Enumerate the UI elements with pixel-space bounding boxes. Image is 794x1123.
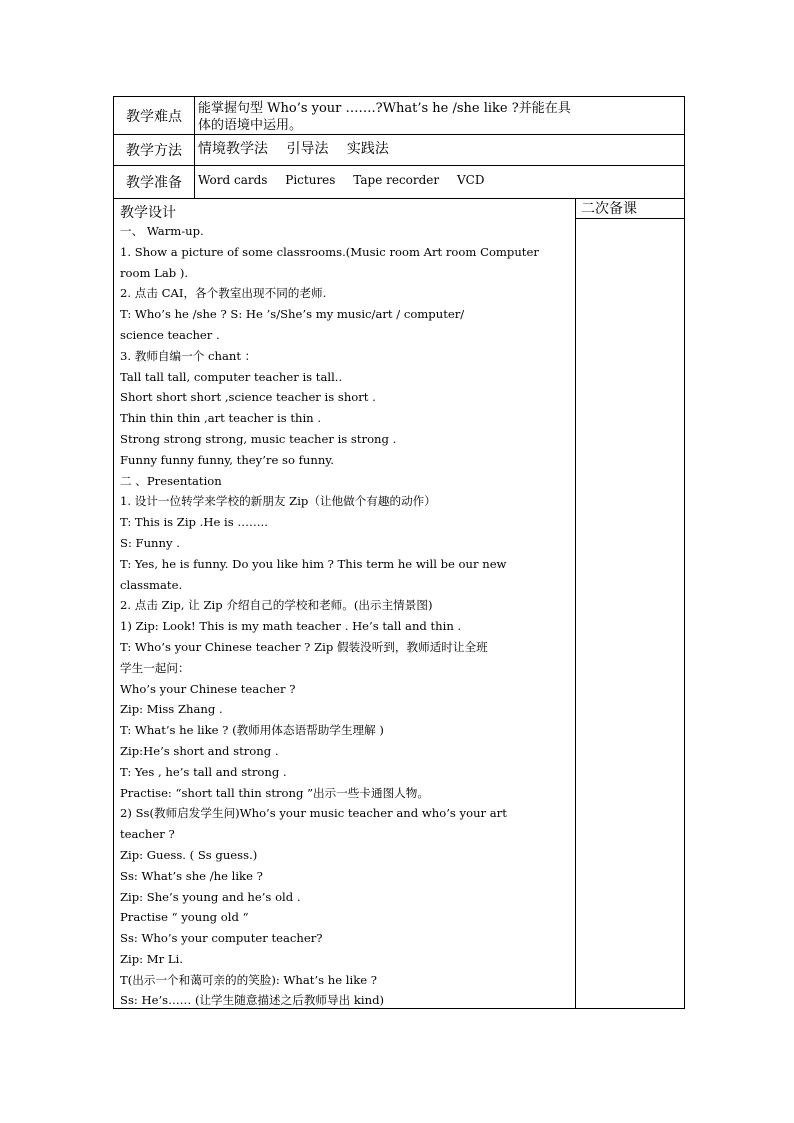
prep-item: VCD [456, 173, 485, 187]
design-line: 2. 点击 CAI，各个教室出现不同的老师. [120, 286, 327, 301]
design-line: science teacher . [120, 327, 220, 342]
design-line: Zip: Guess. ( Ss guess.) [120, 847, 258, 862]
label-teaching-preparation: 教学准备 [114, 166, 195, 198]
design-line: Practise: “short tall thin strong ”出示一些卡通图人物。 [120, 785, 429, 800]
design-line: T: Yes, he is funny. Do you like him ? This term he will be our new [120, 556, 507, 571]
design-line: T: Yes , he’s tall and strong . [120, 764, 287, 779]
design-line: T: This is Zip .He is …….. [120, 515, 268, 530]
teaching-design-title: 教学设计 [120, 205, 176, 221]
design-line: Strong strong strong, music teacher is strong . [120, 431, 397, 446]
design-line: Tall tall tall, computer teacher is tall.. [120, 369, 343, 384]
content-teaching-preparation [198, 166, 680, 198]
design-line: 一、 Warm-up. [120, 224, 204, 238]
method-item: 实践法 [346, 141, 389, 157]
lesson-plan-table [113, 96, 685, 1009]
design-line: Zip: Mr Li. [120, 951, 183, 966]
design-line: Practise “ young old “ [120, 910, 249, 925]
design-line: 1) Zip: Look! This is my math teacher . He’s tall and thin . [120, 619, 462, 634]
content-teaching-difficulty [198, 97, 680, 134]
design-line: Ss: What’s she /he like ? [120, 868, 263, 883]
design-line: Zip: Miss Zhang . [120, 702, 223, 717]
row-teaching-preparation [114, 166, 684, 199]
design-line: 2. 点击 Zip, 让 Zip 介绍自己的学校和老师。(出示主情景图) [120, 598, 433, 613]
design-line: 二 、Presentation [120, 473, 222, 488]
design-line: Who’s your Chinese teacher ? [120, 681, 296, 696]
teaching-design-cell [114, 199, 576, 1008]
design-line: Zip: She’s young and he’s old . [120, 889, 301, 904]
design-line: Ss: Who’s your computer teacher? [120, 931, 323, 946]
design-line: classmate. [120, 577, 183, 592]
design-line: 1. 设计一位转学来学校的新朋友 Zip（让他做个有趣的动作） [120, 494, 436, 509]
design-line: 3. 教师自编一个 chant ： [120, 348, 257, 363]
difficulty-line: 体的语境中运用。 [198, 118, 303, 133]
second-prep-title: 二次备课 [576, 199, 684, 219]
design-line: Short short short ,science teacher is short . [120, 390, 376, 405]
row-teaching-difficulty [114, 97, 684, 135]
design-line: 1. Show a picture of some classrooms.(Music room Art room Computer [120, 244, 539, 259]
design-line: Funny funny funny, they’re so funny. [120, 452, 334, 467]
method-item: 引导法 [286, 141, 329, 157]
prep-item: Pictures [285, 173, 336, 187]
design-line: Thin thin thin ,art teacher is thin . [120, 411, 322, 426]
content-teaching-methods [198, 135, 680, 165]
method-item: 情境教学法 [198, 141, 268, 157]
design-line: S: Funny . [120, 535, 180, 550]
design-line: 学生一起问： [120, 660, 190, 675]
label-teaching-methods: 教学方法 [114, 135, 195, 165]
design-line: room Lab ). [120, 265, 189, 280]
difficulty-line: 能掌握句型 Who’s your …….?What’s he /she like ?并能在具 [198, 101, 571, 116]
design-line: Zip:He’s short and strong . [120, 743, 279, 758]
design-line: T(出示一个和蔼可亲的的笑脸): What’s he like ? [120, 972, 377, 987]
prep-item: Word cards [198, 173, 268, 187]
design-line: T: Who’s your Chinese teacher ? Zip 假装没听到，教师适时让全班 [120, 639, 488, 654]
teaching-design-lines [120, 221, 574, 1011]
second-prep-cell [576, 199, 684, 1008]
design-line: T: Who’s he /she ? S: He ’s/She’s my music/art / computer/ [120, 307, 465, 322]
design-line: T: What’s he like ? (教师用体态语帮助学生理解 ) [120, 723, 384, 738]
design-line: 2) Ss(教师启发学生问)Who’s your music teacher and who’s your art [120, 806, 507, 821]
design-line: Ss: He’s…… (让学生随意描述之后教师导出 kind) [120, 993, 385, 1008]
prep-item: Tape recorder [353, 173, 440, 187]
row-teaching-methods [114, 135, 684, 166]
label-teaching-difficulty: 教学难点 [114, 97, 195, 134]
design-line: teacher ? [120, 827, 175, 842]
